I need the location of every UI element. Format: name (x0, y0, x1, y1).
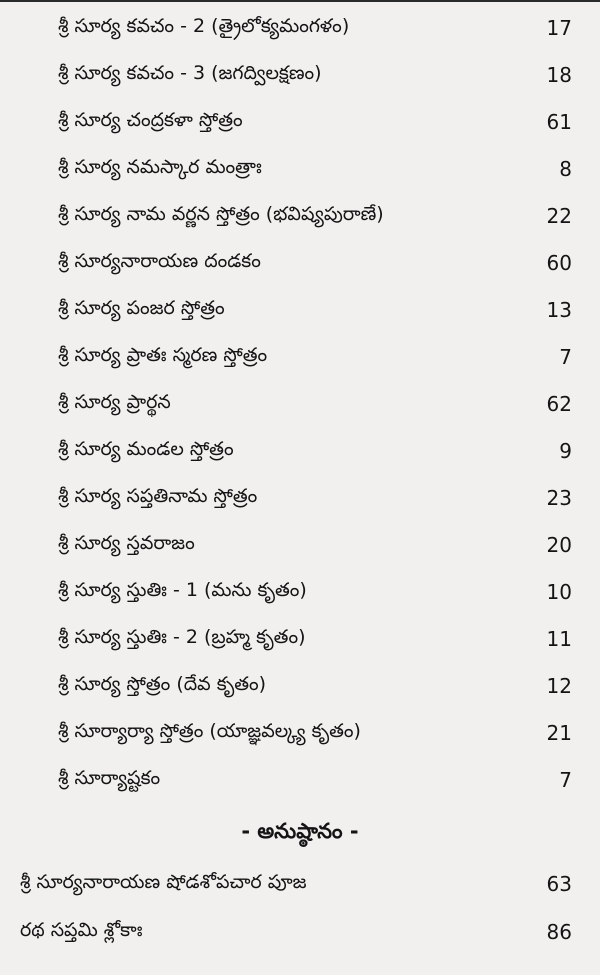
toc-entry (0, 102, 600, 142)
toc-entry (0, 149, 600, 189)
toc-entry (0, 713, 600, 753)
toc-entry (0, 619, 600, 659)
toc-entry (0, 666, 600, 706)
section-heading: - అనుష్ఠానం - (241, 819, 359, 843)
entry-page-number: 62 (546, 392, 572, 416)
entry-page-number: 61 (546, 110, 572, 134)
toc-entry (0, 384, 600, 424)
entry-page-number: 86 (546, 920, 572, 944)
toc-entry (0, 431, 600, 471)
toc-entry (0, 8, 600, 48)
entry-page-number: 23 (546, 486, 572, 510)
top-rule (0, 0, 600, 2)
entry-title: శ్రీ సూర్య సప్తతినామ స్తోత్రం (58, 484, 258, 507)
entry-title: శ్రీ సూర్యనారాయణ దండకం (58, 249, 261, 272)
toc-entry (0, 478, 600, 518)
entry-page-number: 8 (559, 157, 572, 181)
entry-title: శ్రీ సూర్య నమస్కార మంత్రాః (58, 155, 262, 178)
entry-title: శ్రీ సూర్య స్తవరాజం (58, 531, 195, 554)
entry-title: శ్రీ సూర్య స్తుతిః - 2 (బ్రహ్మ కృతం) (58, 625, 306, 648)
entry-title: శ్రీ సూర్య పంజర స్తోత్రం (58, 296, 225, 319)
entry-title: శ్రీ సూర్య మండల స్తోత్రం (58, 437, 234, 460)
entry-page-number: 7 (559, 768, 572, 792)
entry-page-number: 63 (546, 872, 572, 896)
entry-page-number: 17 (546, 16, 572, 40)
entry-page-number: 11 (546, 627, 572, 651)
entry-title: శ్రీ సూర్య కవచం - 3 (జగద్విలక్షణం) (58, 61, 322, 84)
entry-title: శ్రీ సూర్య నామ వర్ణన స్తోత్రం (భవిష్యపురాణే) (58, 202, 384, 225)
entry-title: శ్రీ సూర్య ప్రార్థన (58, 390, 171, 413)
entry-page-number: 21 (546, 721, 572, 745)
entry-title: శ్రీ సూర్య ప్రాతః స్మరణ స్తోత్రం (58, 343, 268, 366)
entry-page-number: 20 (546, 533, 572, 557)
toc-entry (0, 337, 600, 377)
toc-entry (0, 572, 600, 612)
toc-entry (0, 525, 600, 565)
entry-title: రథ సప్తమి శ్లోకాః (20, 918, 143, 941)
entry-title: శ్రీ సూర్య చంద్రకళా స్తోత్రం (58, 108, 243, 131)
entry-page-number: 60 (546, 251, 572, 275)
entry-page-number: 12 (546, 674, 572, 698)
entry-page-number: 10 (546, 580, 572, 604)
entry-page-number: 22 (546, 204, 572, 228)
toc-entry (0, 912, 600, 952)
toc-entry (0, 196, 600, 236)
toc-entry (0, 864, 600, 904)
entry-title: శ్రీ సూర్యాష్టకం (58, 766, 161, 789)
toc-entry (0, 290, 600, 330)
entry-title: శ్రీ సూర్య స్తుతిః - 1 (మను కృతం) (58, 578, 307, 601)
toc-entry (0, 760, 600, 800)
entry-title: శ్రీ సూర్యార్యా స్తోత్రం (యాజ్ఞవల్క్య కృతం) (58, 719, 361, 742)
toc-entry (0, 243, 600, 283)
entry-page-number: 7 (559, 345, 572, 369)
entry-page-number: 18 (546, 63, 572, 87)
toc-entry (0, 55, 600, 95)
entry-page-number: 13 (546, 298, 572, 322)
entry-title: శ్రీ సూర్యనారాయణ షోడశోపచార పూజ (20, 870, 307, 893)
entry-title: శ్రీ సూర్య కవచం - 2 (త్రైలోక్యమంగళం) (58, 14, 350, 37)
entry-page-number: 9 (559, 439, 572, 463)
entry-title: శ్రీ సూర్య స్తోత్రం (దేవ కృతం) (58, 672, 267, 695)
